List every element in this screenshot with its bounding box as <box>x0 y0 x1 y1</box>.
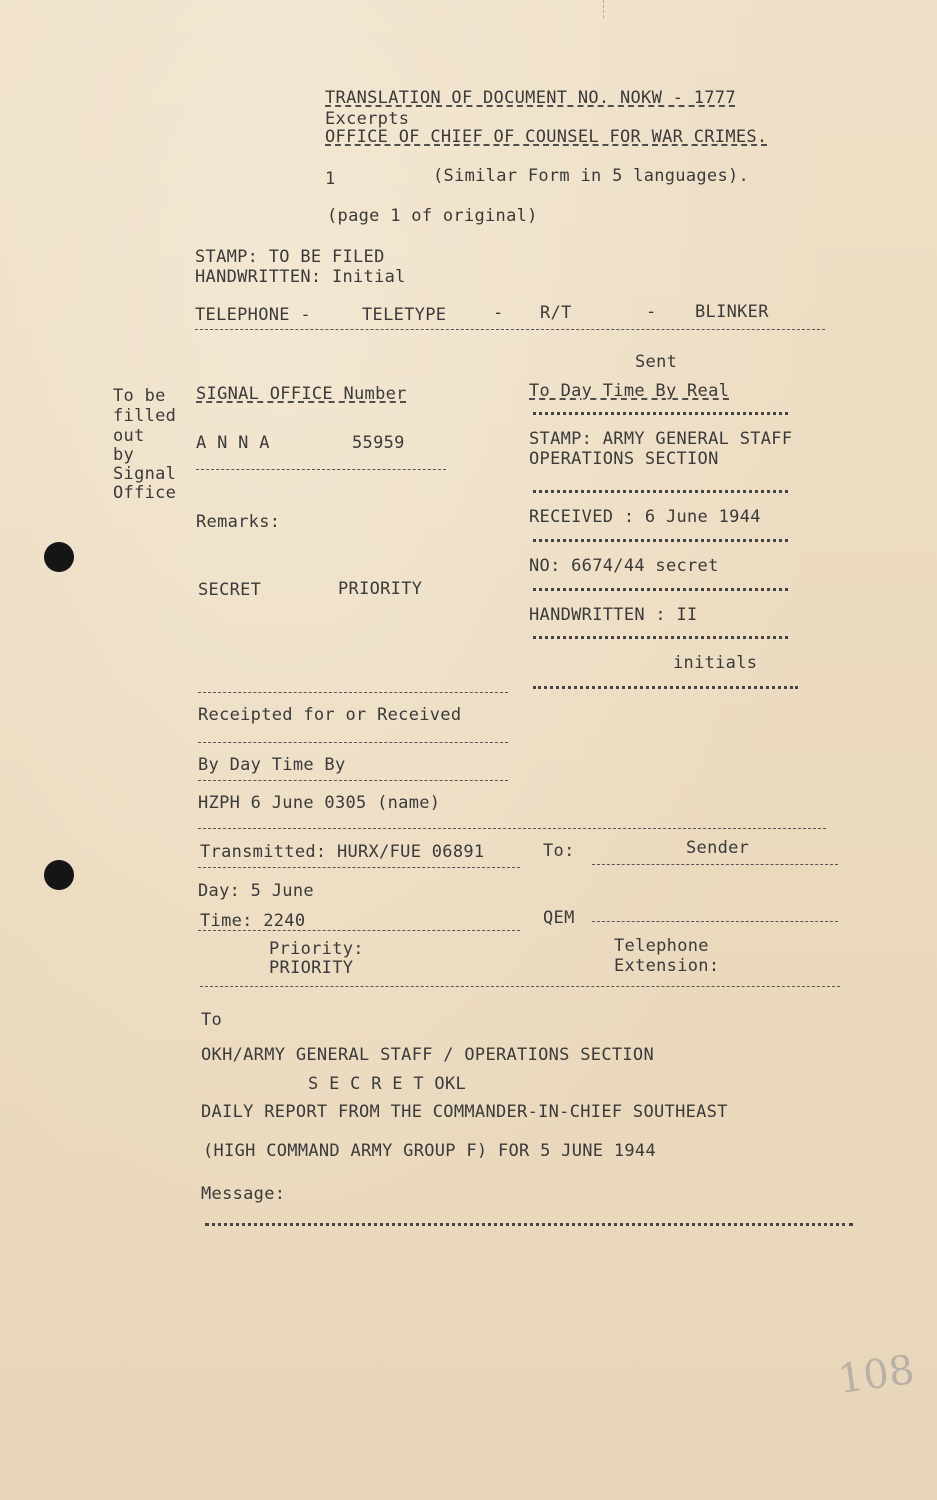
method-blinker: BLINKER <box>695 302 769 322</box>
side-label-filled: filled <box>113 406 177 426</box>
addressee: OKH/ARMY GENERAL STAFF / OPERATIONS SECTION <box>201 1045 654 1065</box>
method-teletype: TELETYPE <box>362 305 447 325</box>
signal-number: 55959 <box>352 433 405 453</box>
dotted-line-2 <box>533 490 788 493</box>
methods-divider <box>195 329 825 330</box>
signal-divider <box>196 469 446 470</box>
punch-hole-top <box>44 542 74 572</box>
high-command: (HIGH COMMAND ARMY GROUP F) FOR 5 JUNE 1944 <box>203 1141 656 1161</box>
side-label-signal: Signal <box>113 464 177 484</box>
day-label: Day: 5 June <box>198 881 314 901</box>
initials-label: initials <box>673 653 758 673</box>
form-note: (Similar Form in 5 languages). <box>433 166 750 186</box>
method-dash-2: - <box>646 302 657 322</box>
dotted-line-3 <box>533 539 788 542</box>
side-label-to-be: To be <box>113 386 166 406</box>
top-crease-mark <box>603 0 604 18</box>
dotted-line-6 <box>533 686 798 689</box>
handwritten-initial: HANDWRITTEN: Initial <box>195 267 406 287</box>
receipt-entry: HZPH 6 June 0305 (name) <box>198 793 441 813</box>
to-label: To: <box>543 841 575 861</box>
stamp-to-be-filed: STAMP: TO BE FILED <box>195 247 385 267</box>
method-dash-1: - <box>493 303 504 323</box>
time-label: Time: 2240 <box>200 911 306 931</box>
signal-code-anna: A N N A <box>196 433 270 453</box>
side-label-out: out <box>113 426 145 446</box>
daily-report: DAILY REPORT FROM THE COMMANDER-IN-CHIEF SOUTHEAST <box>201 1102 728 1122</box>
message-dotted-line <box>205 1223 853 1226</box>
sender-label: Sender <box>686 838 750 858</box>
priority-field-label: Priority: <box>269 939 364 959</box>
receipt-divider-bottom <box>198 780 508 781</box>
qem-label: QEM <box>543 908 575 928</box>
transmitted-line: Transmitted: HURX/FUE 06891 <box>200 842 485 862</box>
translation-title: TRANSLATION OF DOCUMENT NO. NOKW - 1777 <box>325 88 736 108</box>
remarks-label: Remarks: <box>196 512 281 532</box>
to-heading: To <box>201 1010 223 1030</box>
method-telephone: TELEPHONE - <box>195 305 311 325</box>
received-date: RECEIVED : 6 June 1944 <box>529 507 761 527</box>
punch-hole-bottom <box>44 860 74 890</box>
side-label-office: Office <box>113 483 177 503</box>
message-label: Message: <box>201 1184 286 1204</box>
side-label-by: by <box>113 445 135 465</box>
excerpts-label: Excerpts <box>325 109 410 129</box>
telephone-label: Telephone <box>614 936 709 956</box>
transmitted-divider-bottom <box>200 986 840 987</box>
transmitted-underline <box>198 867 520 868</box>
receipt-divider-top <box>198 692 508 693</box>
dotted-line-4 <box>533 588 788 591</box>
office-title: OFFICE OF CHIEF OF COUNSEL FOR WAR CRIMES. <box>325 127 768 147</box>
handwritten-ii: HANDWRITTEN : II <box>529 605 698 625</box>
transmitted-divider-top <box>198 828 826 829</box>
by-day-time-by: By Day Time By <box>198 755 346 775</box>
stamp-army-general-staff: STAMP: ARMY GENERAL STAFF <box>529 429 793 449</box>
priority-field-value: PRIORITY <box>269 958 354 978</box>
signal-office-header: SIGNAL OFFICE Number <box>196 384 407 404</box>
extension-label: Extension: <box>614 956 720 976</box>
qem-underline <box>592 921 838 922</box>
time-underline <box>198 930 520 931</box>
receipted-label: Receipted for or Received <box>198 705 462 725</box>
message-number: NO: 6674/44 secret <box>529 556 719 576</box>
secret-okl: S E C R E T OKL <box>308 1074 467 1094</box>
sender-underline <box>592 864 838 865</box>
original-page-note: (page 1 of original) <box>327 206 538 226</box>
page-number: 1 <box>325 169 336 189</box>
dotted-line-5 <box>533 636 788 639</box>
stamp-operations-section: OPERATIONS SECTION <box>529 449 719 469</box>
priority-label: PRIORITY <box>338 579 423 599</box>
sent-header: To Day Time By Real <box>529 381 730 401</box>
receipt-divider-mid <box>198 742 508 743</box>
handwritten-page-number: 108 <box>835 1346 918 1404</box>
dotted-line-1 <box>533 412 788 415</box>
method-rt: R/T <box>540 303 572 323</box>
sent-label: Sent <box>635 352 678 372</box>
secret-label: SECRET <box>198 580 262 600</box>
